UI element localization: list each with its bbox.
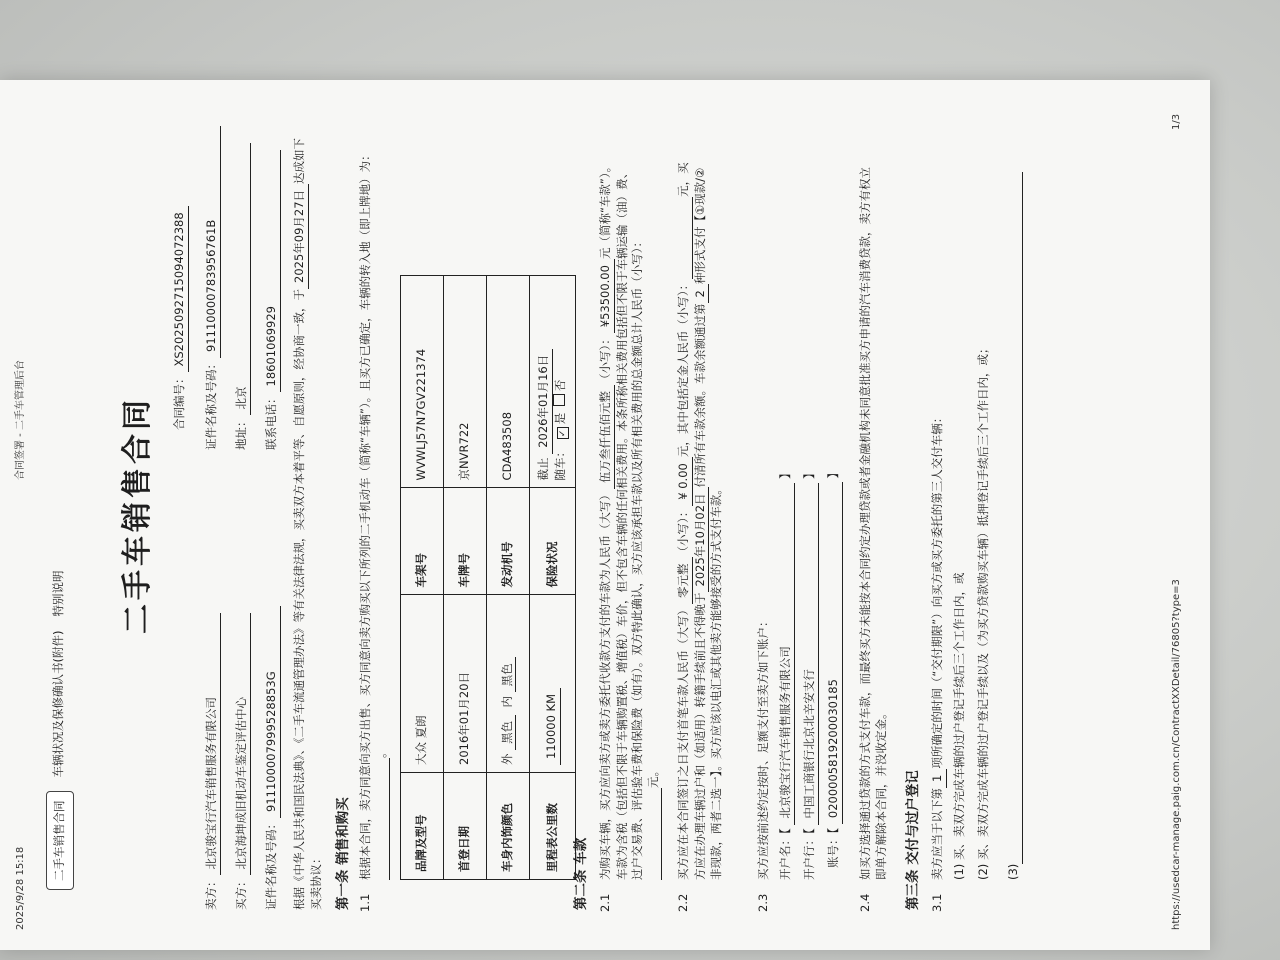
vin-value: WVWLJ57N7GV221374 [401,276,444,488]
interior-color: 黑色 [500,657,517,692]
print-datetime: 2025/9/28 15:18 [15,846,26,930]
mileage-label: 里程表公里数 [530,773,576,880]
bank-row: 开户行：【 中国工商银行北京北辛安支行 】 [802,467,819,880]
price-uppercase: 伍万叁仟伍佰元整 [598,385,615,489]
clause-2-2-text-e: 付清所有车款余额。车款余额通过第 [692,303,707,488]
price-amount: ¥53500.00 [598,259,615,333]
clause-2-2-number: 2.2 [676,893,690,912]
clause-3-1-option-3 [1006,172,1023,880]
contract-number-row [172,206,189,430]
vehicle-info-table [400,275,576,880]
clause-2-1-text-b: （小写）： [598,333,612,385]
engine-value: CDA483508 [487,276,530,488]
preamble [292,130,324,910]
section-1-title: 第一条 销售和购买 [335,797,351,910]
section-3-title: 第三条 交付与过户登记 [905,770,921,910]
clause-2-4: 如买方选择通过贷款的方式支付车款，而最终买方未能按本合同约定办理贷款或者金融机构未同意批准买方申请的汽车消费贷款，卖方有权立即单方解除本合同，并没收定金。 [858,167,888,880]
clause-3-1-text-a: 卖方应当于以下第 [930,788,944,880]
first-reg-label: 首登日期 [444,773,487,880]
clause-2-4-number: 2.4 [858,893,872,912]
clause-3-1-option-1: (1) 买、卖双方完成车辆的过户登记手续后三个工作日内，或 [952,572,966,880]
clause-3-1-text-b: 项所确定的时间（“交付期限”）向买方或买方委托的第三人交付车辆： [930,411,944,769]
clause-3-1 [930,160,947,880]
buyer-address: 北京 [234,144,251,416]
clause-1-1-number: 1.1 [358,893,372,912]
contract-number: XS2025092715094072388 [172,206,189,372]
section-2-title: 第二条 车款 [573,837,589,910]
contract-title: 二手车销售合同 [120,396,155,634]
tab-vehicle-condition[interactable]: 车辆状况及保修确认书(附件) [51,630,65,778]
insurance-until: 2026年01月16日 [536,349,553,454]
clause-2-1 [598,160,662,880]
clause-2-2-text-a: 买方应在本合同签订之日支付首笔车款人民币（大写） [676,604,690,880]
exterior-color: 黑色 [500,715,517,750]
buyer-id: 911100007999528853G [264,606,281,818]
print-site-title: 合同签署 - 二手车管理后台 [15,360,26,480]
color-value [487,595,530,773]
seller-row [204,614,221,911]
clause-1-1: 根据本合同，卖方同意向买方出售、买方同意向卖方购买以下所列的二手机动车（简称“车辆”）。且买方已确定，车辆的转入地（即上牌地）为： 。 [358,120,390,880]
clause-2-2-text-f: 种形式支付【①现款/②非现款，两者二选一】。买方应该以电汇或其他卖方能够接受的方式支付车款。 [692,167,724,880]
buyer-phone-row [264,151,281,451]
insurance-label: 保险状况 [530,488,576,595]
clause-2-1-text-a: 为购买车辆，买方应向卖方或卖方委托代收款方支付的车款为人民币（大写） [598,489,612,880]
exterior-label: 外 [499,753,514,765]
seller-id-label: 证件名称及号码： [204,358,218,450]
payment-method: 2 [693,284,710,303]
clause-3-1-number: 3.1 [930,893,944,912]
vin-label: 车架号 [401,488,444,595]
color-label: 车身内饰颜色 [487,773,530,880]
buyer-id-row [264,606,281,910]
buyer-phone-label: 联系电话： [264,392,278,450]
clause-3-1-option-2: (2) 买、卖双方完成车辆的过户登记手续以及（为买方贷款购买车辆）抵押登记手续后三个工作日内，或； [976,342,990,880]
with-car-label: 随车： [552,445,567,481]
interior-label: 内 [499,696,514,708]
yes-label: 是 [552,412,567,425]
clause-2-3-number: 2.3 [756,893,770,912]
mileage: 110000 KM [544,688,561,765]
clause-2-1-number: 2.1 [598,893,612,912]
clause-2-2 [676,160,725,880]
preamble-text-end: 达成如下买卖协议： [292,137,323,910]
bank-label: 开户行： [802,834,816,880]
clause-2-2-text-c: 元，其中包括定金人民币（小写）： [676,278,690,458]
clause-2-1-text-c: 元（简称“车款”）。车款为含税（包括但不限于车辆购置税、增值税）车价，但不包含车辆的任何相关费用。本条所称相关费用包括但不限于车辆运输（油）费、过户交易费、评估验车费和保险费（如有）。双方特此确认，买方应该承担车款以及所有相关费用的总金额总计人民币（小写）： [598,160,645,880]
buyer-row [234,614,251,911]
preamble-text: 根据《中华人民共和国民法典》、《二手车流通管理办法》等有关法律法规，买卖双方本着平等、自愿原则，经协商一致，于 [292,289,306,910]
seller-id-row [204,126,221,450]
clause-2-1-text-d: 元。 [645,765,660,788]
clause-2-2-text-d: 元，买方应在办理车辆过户和（如适用）转籍手续前且不得晚于 [676,162,707,880]
brand-value: 大众 夏朗 [401,595,444,773]
tab-sales-contract[interactable]: 二手车销售合同 [46,792,74,891]
document-tabs [46,571,74,890]
clause-2-2-text-b: （小写）： [676,505,690,558]
delivery-option: 1 [930,769,947,788]
yes-checkbox[interactable]: ✓ [557,427,569,439]
buyer-address-label: 地址： [234,415,248,450]
page-number: 1/3 [1171,113,1182,130]
seller-name: 北京骏宝行汽车销售服务有限公司 [204,614,221,876]
buyer-name: 北京海坤成旧机动车鉴定评估中心 [234,614,251,876]
seller-id: 91110000783956761B [204,126,221,358]
buyer-label: 买方： [234,875,248,910]
account-name-row: 开户名：【 北京骏宝行汽车销售服务有限公司 】 [778,467,795,880]
no-label: 否 [552,379,567,392]
clause-1-1-text: 根据本合同，卖方同意向买方出售、买方同意向卖方购买以下所列的二手机动车（简称“车辆”）。且买方已确定，车辆的转入地（即上牌地）为： [358,149,372,880]
deposit-amount: ¥ 0.00 [676,457,693,506]
buyer-phone: 18601069929 [264,151,281,393]
mileage-value [530,595,576,773]
brand-label: 品牌及型号 [401,773,444,880]
print-url: https://usedcar-manage.paig.com.cn/ContractXXDetail/76805?type=3 [1171,579,1182,930]
tab-special-notes[interactable]: 特别说明 [51,570,65,617]
contract-number-label: 合同编号： [172,372,186,430]
insurance-until-label: 截止 [536,457,550,481]
clause-2-3: 买方应按前述约定按时、足额支付至卖方如下账户： [756,615,770,880]
plate-value: 京NVR722 [444,276,487,488]
deposit-uppercase: 零元整 [676,558,693,605]
no-checkbox[interactable] [553,394,565,406]
option-3-label: (3) [1006,863,1020,880]
bank-name: 中国工商银行北京北辛安支行 [802,483,819,825]
buyer-id-label: 证件名称及号码： [264,818,278,910]
payment-deadline: 2025年10月02日 [693,487,710,592]
insurance-value [530,276,576,488]
account-number-row: 账号：【 0200005819200030185 】 [826,467,843,880]
first-reg-value: 2016年01月20日 [444,595,487,773]
account-name-label: 开户名： [778,834,792,880]
buyer-address-row [234,144,251,451]
plate-label: 车牌号 [444,488,487,595]
contract-page [0,80,1210,950]
account-name: 北京骏宝行汽车销售服务有限公司 [778,483,795,825]
account-number-label: 账号： [826,833,840,868]
engine-label: 发动机号 [487,488,530,595]
agreement-date: 2025年09月27日 [292,184,309,289]
account-number: 0200005819200030185 [826,482,843,824]
seller-label: 卖方： [204,875,218,910]
